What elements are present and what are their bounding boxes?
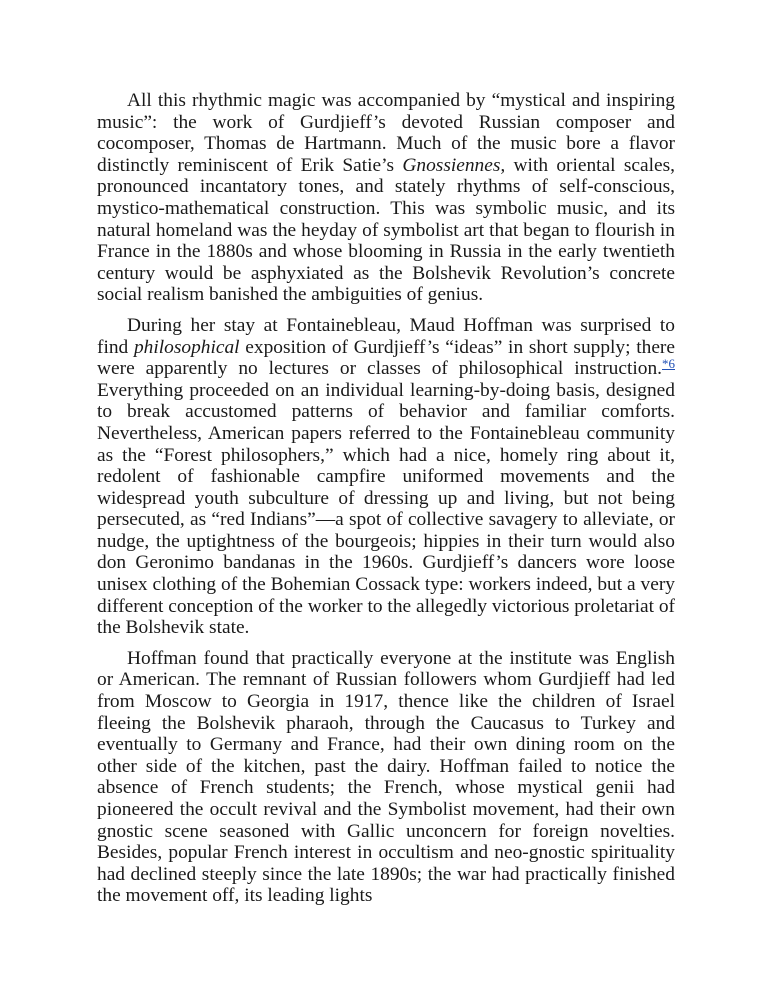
paragraph-2-italic-word: philosophical (133, 336, 240, 358)
paragraph-2 (97, 315, 675, 639)
paragraph-1-text-b: with oriental scales, pronounced incantatory tones, and stately rhythms of self-conscious, mystico-mathematical construction. This was symbolic music, and its natural homeland was the heyday of symbolist art that began to flourish in France in the 1880s and whose blooming in Russia in the early twentieth century would be asphyxiated as the Bolshevik Revolution’s concrete social realism banished the ambiguities of genius. (97, 154, 675, 306)
paragraph-3-text-a: Hoffman found that practically everyone at the institute was English or American. The remnant of Russian followers whom Gurdjieff had led from Moscow to Georgia in 1917, thence like the children of Israel fleeing the Bolshevik pharaoh, through the Caucasus to Turkey and eventually to Germany and France, had their own dining room on the other side of the kitchen, past the dairy. Hoffman failed to notice the absence of French students; the French, whose mystical genii had pioneered the occult revival and the Symbolist movement, had their own gnostic scene seasoned with Gallic unconcern for foreign novelties. Besides, popular French interest in occultism and neo-gnostic spirituality had declined steeply since the late 1890s; the war had practically finished the movement off, its leading lights (97, 647, 675, 907)
paragraph-1-text-a: All this rhythmic magic was accompanied by “mystical and inspiring music”: the work of Gurdjieff’s devoted Russian composer and cocomposer, Thomas de Hartmann. Much of the music bore a flavor distinctly reminiscent of Erik Satie’s (97, 90, 675, 176)
book-page (97, 90, 675, 916)
paragraph-3 (97, 648, 675, 907)
footnote-link[interactable]: *6 (662, 356, 675, 372)
paragraph-1 (97, 90, 675, 306)
paragraph-2-text-c: Everything proceeded on an individual learning-by-doing basis, designed to break accustomed patterns of behavior and familiar comforts. Nevertheless, American papers referred to the Fontainebleau community as the “Forest philosophers,” which had a nice, homely ring about it, redolent of fashionable campfire uniformed movements and the widespread youth subculture of dressing up and living, but not being persecuted, as “red Indians”—a spot of collective savagery to alleviate, or nudge, the uptightness of the bourgeois; hippies in their turn would also don Geronimo bandanas in the 1960s. Gurdjieff’s dancers wore loose unisex clothing of the Bohemian Cossack type: workers indeed, but a very different conception of the worker to the allegedly victorious proletariat of the Bolshevik state. (97, 379, 675, 639)
paragraph-2-text-b: exposition of Gurdjieff’s “ideas” in short supply; there were apparently no lectures or classes of philosophical instruction. (97, 336, 675, 380)
paragraph-1-italic-title: Gnossiennes, (402, 154, 506, 176)
paragraph-2-text-a: During her stay at Fontainebleau, Maud Hoffman was surprised to find (97, 314, 675, 358)
